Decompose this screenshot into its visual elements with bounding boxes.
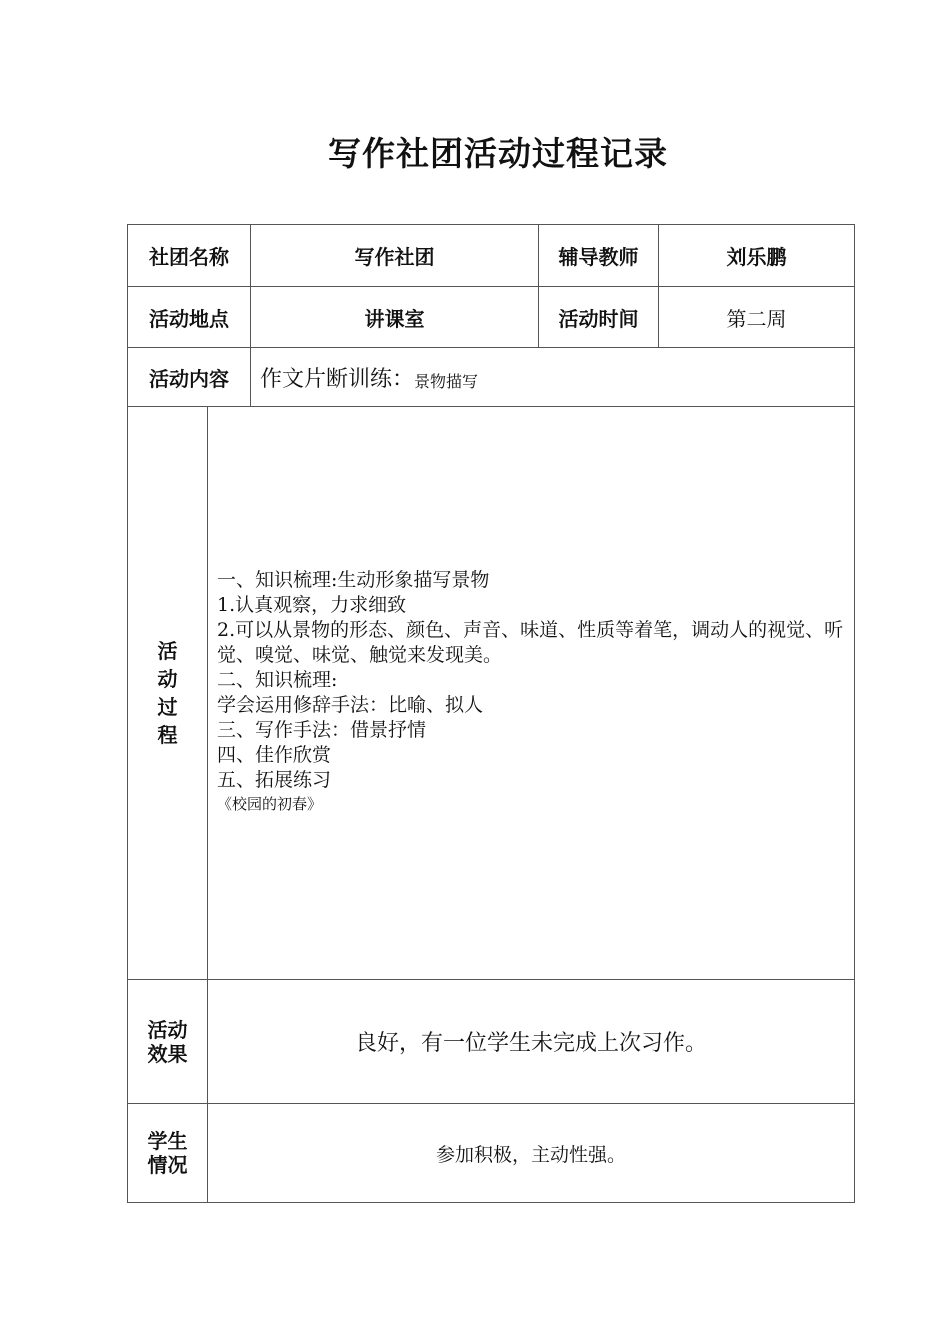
effect-value: 良好，有一位学生未完成上次习作。 bbox=[354, 1031, 707, 1056]
page-title: 写作社团活动过程记录 bbox=[328, 134, 668, 173]
process-line: 1.认真观察，力求细致 bbox=[217, 594, 407, 616]
process-label-char: 动 bbox=[157, 667, 178, 691]
sample-title: 《校园的初春》 bbox=[217, 795, 323, 813]
process-line: 五、拓展练习 bbox=[217, 769, 332, 791]
process-label bbox=[128, 407, 207, 979]
time-label: 活动时间 bbox=[558, 306, 639, 331]
content-sub: 景物描写 bbox=[414, 371, 479, 391]
effect-label-line: 活动 bbox=[147, 1017, 188, 1042]
location-label: 活动地点 bbox=[149, 306, 229, 331]
students-value: 参加积极，主动性强。 bbox=[435, 1143, 626, 1166]
process-line: 四、佳作欣赏 bbox=[217, 744, 332, 766]
content-main: 作文片断训练： bbox=[260, 366, 415, 392]
process-content bbox=[217, 568, 857, 815]
effect-label-line: 效果 bbox=[147, 1041, 188, 1066]
students-label-line: 学生 bbox=[147, 1129, 188, 1153]
process-line: 学会运用修辞手法：比喻、拟人 bbox=[217, 694, 484, 716]
process-line: 一、知识梳理:生动形象描写景物 bbox=[217, 569, 490, 591]
content-label: 活动内容 bbox=[149, 366, 229, 391]
process-label-char: 过 bbox=[157, 695, 178, 719]
effect-label bbox=[128, 980, 207, 1103]
students-label bbox=[128, 1104, 207, 1202]
process-label-char: 程 bbox=[157, 723, 178, 747]
teacher-label: 辅导教师 bbox=[558, 245, 639, 269]
time-value: 第二周 bbox=[726, 306, 787, 331]
process-line: 二、知识梳理: bbox=[217, 669, 338, 691]
process-line: 三、写作手法：借景抒情 bbox=[217, 719, 427, 741]
teacher-value: 刘乐鹏 bbox=[726, 245, 787, 269]
club-name-label: 社团名称 bbox=[149, 245, 229, 269]
process-line: 2.可以从景物的形态、颜色、声音、味道、性质等着笔，调动人的视觉、听觉、嗅觉、味觉、触觉来发现美。 bbox=[217, 619, 844, 666]
content-value bbox=[260, 348, 850, 406]
club-name-value: 写作社团 bbox=[354, 245, 435, 269]
process-label-char: 活 bbox=[157, 639, 178, 663]
students-label-line: 情况 bbox=[147, 1153, 188, 1177]
location-value: 讲课室 bbox=[364, 306, 425, 331]
